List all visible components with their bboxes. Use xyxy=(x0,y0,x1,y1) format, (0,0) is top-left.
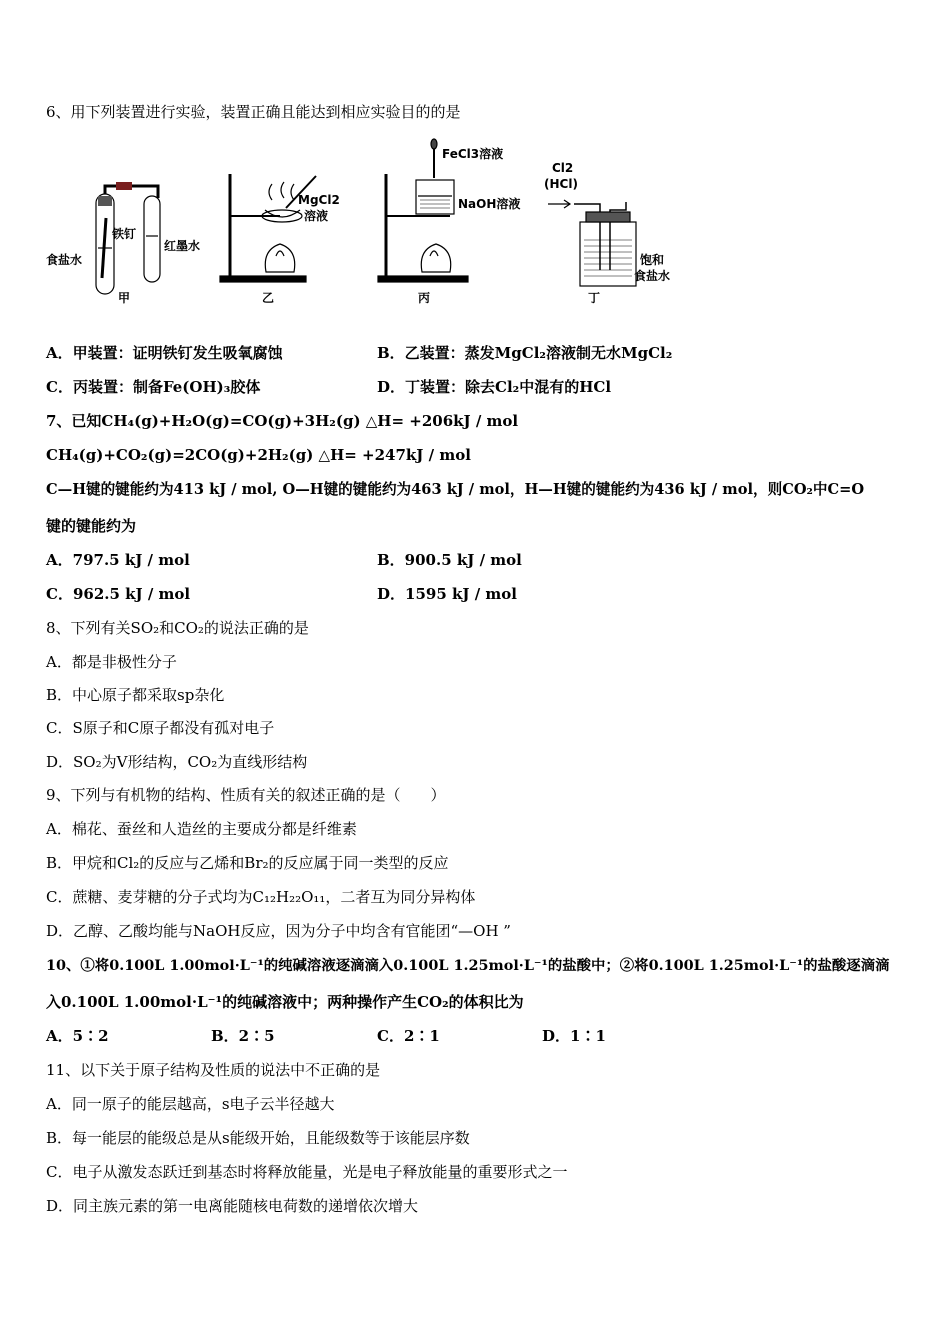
q7-option-c[interactable]: C．962.5 kJ / mol xyxy=(46,585,191,603)
q6-option-a[interactable]: A．甲装置：证明铁钉发生吸氧腐蚀 xyxy=(46,344,283,362)
label-hcl: (HCl) xyxy=(544,177,578,191)
label-fecl3: FeCl3溶液 xyxy=(442,147,504,161)
q8-option-a[interactable]: A．都是非极性分子 xyxy=(46,653,177,671)
q11-stem: 11、以下关于原子结构及性质的说法中不正确的是 xyxy=(46,1061,381,1079)
q7-option-b[interactable]: B．900.5 kJ / mol xyxy=(377,551,522,569)
q8-stem: 8、下列有关SO₂和CO₂的说法正确的是 xyxy=(46,619,309,637)
q7-line-3: C—H键的键能约为413 kJ / mol, O—H键的键能约为463 kJ / mol，H—H键的键能约为436 kJ / mol，则CO₂中C=O xyxy=(46,481,865,498)
q9-option-a[interactable]: A．棉花、蚕丝和人造丝的主要成分都是纤维素 xyxy=(46,820,357,838)
q7-option-d[interactable]: D．1595 kJ / mol xyxy=(377,585,517,603)
label-mgcl2-solution: 溶液 xyxy=(304,209,329,223)
label-cl2: Cl2 xyxy=(552,161,574,175)
q8-option-c[interactable]: C．S原子和C原子都没有孤对电子 xyxy=(46,719,275,737)
q6-option-c[interactable]: C．丙装置：制备Fe(OH)₃胶体 xyxy=(46,378,261,396)
q7-line-1: 7、已知CH₄(g)+H₂O(g)=CO(g)+3H₂(g) △H= +206kJ / mol xyxy=(46,412,519,430)
q7-option-a[interactable]: A．797.5 kJ / mol xyxy=(46,551,190,569)
q11-option-c[interactable]: C．电子从激发态跃迁到基态时将释放能量，光是电子释放能量的重要形式之一 xyxy=(46,1163,568,1181)
apparatus-yi xyxy=(220,174,316,282)
label-naoh: NaOH溶液 xyxy=(458,197,521,211)
q11-option-d[interactable]: D．同主族元素的第一电离能随核电荷数的递增依次增大 xyxy=(46,1197,419,1215)
q9-option-d[interactable]: D．乙醇、乙酸均能与NaOH反应，因为分子中均含有官能团“—OH ” xyxy=(46,922,511,940)
label-salt-water: 食盐水 xyxy=(46,253,83,267)
label-saturated: 饱和 xyxy=(640,253,665,267)
q6-stem: 6、用下列装置进行实验，装置正确且能达到相应实验目的的是 xyxy=(46,103,461,121)
q6-option-d[interactable]: D．丁装置：除去Cl₂中混有的HCl xyxy=(377,378,612,396)
q10-option-b[interactable]: B．2∶5 xyxy=(211,1027,275,1045)
caption-jia: 甲 xyxy=(118,291,131,305)
q7-line-2: CH₄(g)+CO₂(g)=2CO(g)+2H₂(g) △H= +247kJ / mol xyxy=(46,446,471,464)
q6-option-b[interactable]: B．乙装置：蒸发MgCl₂溶液制无水MgCl₂ xyxy=(377,344,673,362)
q10-option-c[interactable]: C．2∶1 xyxy=(377,1027,440,1045)
caption-bing: 丙 xyxy=(418,291,431,305)
q10-option-a[interactable]: A．5∶2 xyxy=(46,1027,109,1045)
q10-option-d[interactable]: D．1∶1 xyxy=(542,1027,606,1045)
label-mgcl2: MgCl2 xyxy=(298,193,340,207)
q10-line-2: 入0.100L 1.00mol·L⁻¹的纯碱溶液中；两种操作产生CO₂的体积比为 xyxy=(46,993,524,1011)
apparatus-figure xyxy=(40,138,700,308)
label-salt-water-2: 食盐水 xyxy=(634,269,671,283)
q11-option-a[interactable]: A．同一原子的能层越高，s电子云半径越大 xyxy=(46,1095,335,1113)
q7-line-4: 键的键能约为 xyxy=(46,517,137,535)
q10-line-1: 10、①将0.100L 1.00mol·L⁻¹的纯碱溶液逐滴滴入0.100L 1.25mol·L⁻¹的盐酸中；②将0.100L 1.25mol·L⁻¹的盐酸逐滴滴 xyxy=(46,957,890,974)
caption-yi: 乙 xyxy=(262,291,275,305)
q9-option-c[interactable]: C．蔗糖、麦芽糖的分子式均为C₁₂H₂₂O₁₁，二者互为同分异构体 xyxy=(46,888,476,906)
q9-option-b[interactable]: B．甲烷和Cl₂的反应与乙烯和Br₂的反应属于同一类型的反应 xyxy=(46,854,449,872)
q11-option-b[interactable]: B．每一能层的能级总是从s能级开始，且能级数等于该能层序数 xyxy=(46,1129,470,1147)
caption-ding: 丁 xyxy=(588,291,601,305)
label-nail: 铁钉 xyxy=(112,227,137,241)
q8-option-d[interactable]: D．SO₂为V形结构，CO₂为直线形结构 xyxy=(46,753,308,771)
q9-stem: 9、下列与有机物的结构、性质有关的叙述正确的是（ ） xyxy=(46,786,446,804)
label-red-ink: 红墨水 xyxy=(164,239,201,253)
apparatus-ding xyxy=(548,200,636,286)
q8-option-b[interactable]: B．中心原子都采取sp杂化 xyxy=(46,686,225,704)
